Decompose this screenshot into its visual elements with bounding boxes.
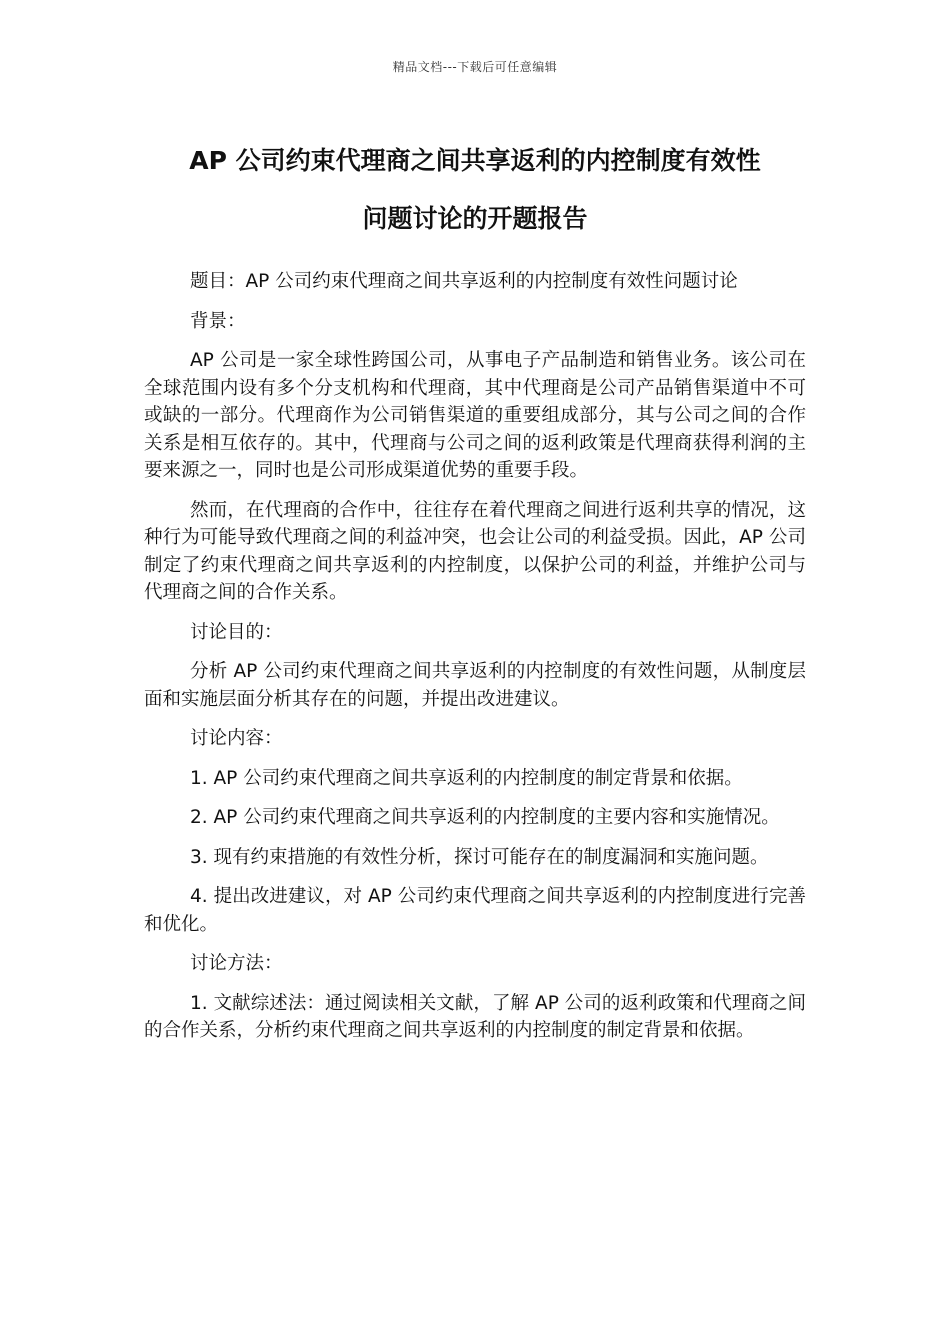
background-label: 背景： bbox=[190, 310, 246, 332]
background-paragraph-1: AP 公司是一家全球性跨国公司，从事电子产品制造和销售业务。该公司在全球范围内设有多个分支机构和代理商，其中代理商是公司产品销售渠道中不可或缺的一部分。代理商作为公司销售渠道的重要组成部分，其与公司之间的合作关系是相互依存的。其中，代理商与公司之间的返利政策是代理商获得利润的主要来源之一，同时也是公司形成渠道优势的重要手段。 bbox=[144, 350, 806, 481]
content-item-3: 3. 现有约束措施的有效性分析，探讨可能存在的制度漏洞和实施问题。 bbox=[190, 846, 769, 868]
document-title bbox=[120, 132, 830, 248]
method-label: 讨论方法： bbox=[190, 953, 283, 974]
topic-paragraph: 题目：AP 公司约束代理商之间共享返利的内控制度有效性问题讨论 bbox=[190, 271, 738, 292]
document-body bbox=[144, 268, 806, 1057]
purpose-paragraph: 分析 AP 公司约束代理商之间共享返利的内控制度的有效性问题，从制度层面和实施层面分析其存在的问题，并提出改进建议。 bbox=[144, 661, 806, 710]
purpose-label: 讨论目的： bbox=[190, 621, 283, 643]
document-title-line-2: 问题讨论的开题报告 bbox=[362, 204, 588, 233]
background-paragraph-2: 然而，在代理商的合作中，往往存在着代理商之间进行返利共享的情况，这种行为可能导致代理商之间的利益冲突，也会让公司的利益受损。因此，AP 公司制定了约束代理商之间共享返利的内控制度，以保护公司的利益，并维护公司与代理商之间的合作关系。 bbox=[144, 499, 806, 603]
method-item-1: 1. 文献综述法：通过阅读相关文献，了解 AP 公司的返利政策和代理商之间的合作关系，分析约束代理商之间共享返利的内控制度的制定背景和依据。 bbox=[144, 992, 806, 1041]
content-item-2: 2. AP 公司约束代理商之间共享返利的内控制度的主要内容和实施情况。 bbox=[190, 807, 780, 828]
content-label: 讨论内容： bbox=[190, 728, 283, 749]
document-title-line-1: AP 公司约束代理商之间共享返利的内控制度有效性 bbox=[189, 146, 761, 175]
page-header-note: 精品文档---下载后可任意编辑 bbox=[392, 60, 558, 74]
content-item-4: 4. 提出改进建议，对 AP 公司约束代理商之间共享返利的内控制度进行完善和优化。 bbox=[144, 886, 806, 935]
content-item-1: 1. AP 公司约束代理商之间共享返利的内控制度的制定背景和依据。 bbox=[190, 767, 743, 789]
